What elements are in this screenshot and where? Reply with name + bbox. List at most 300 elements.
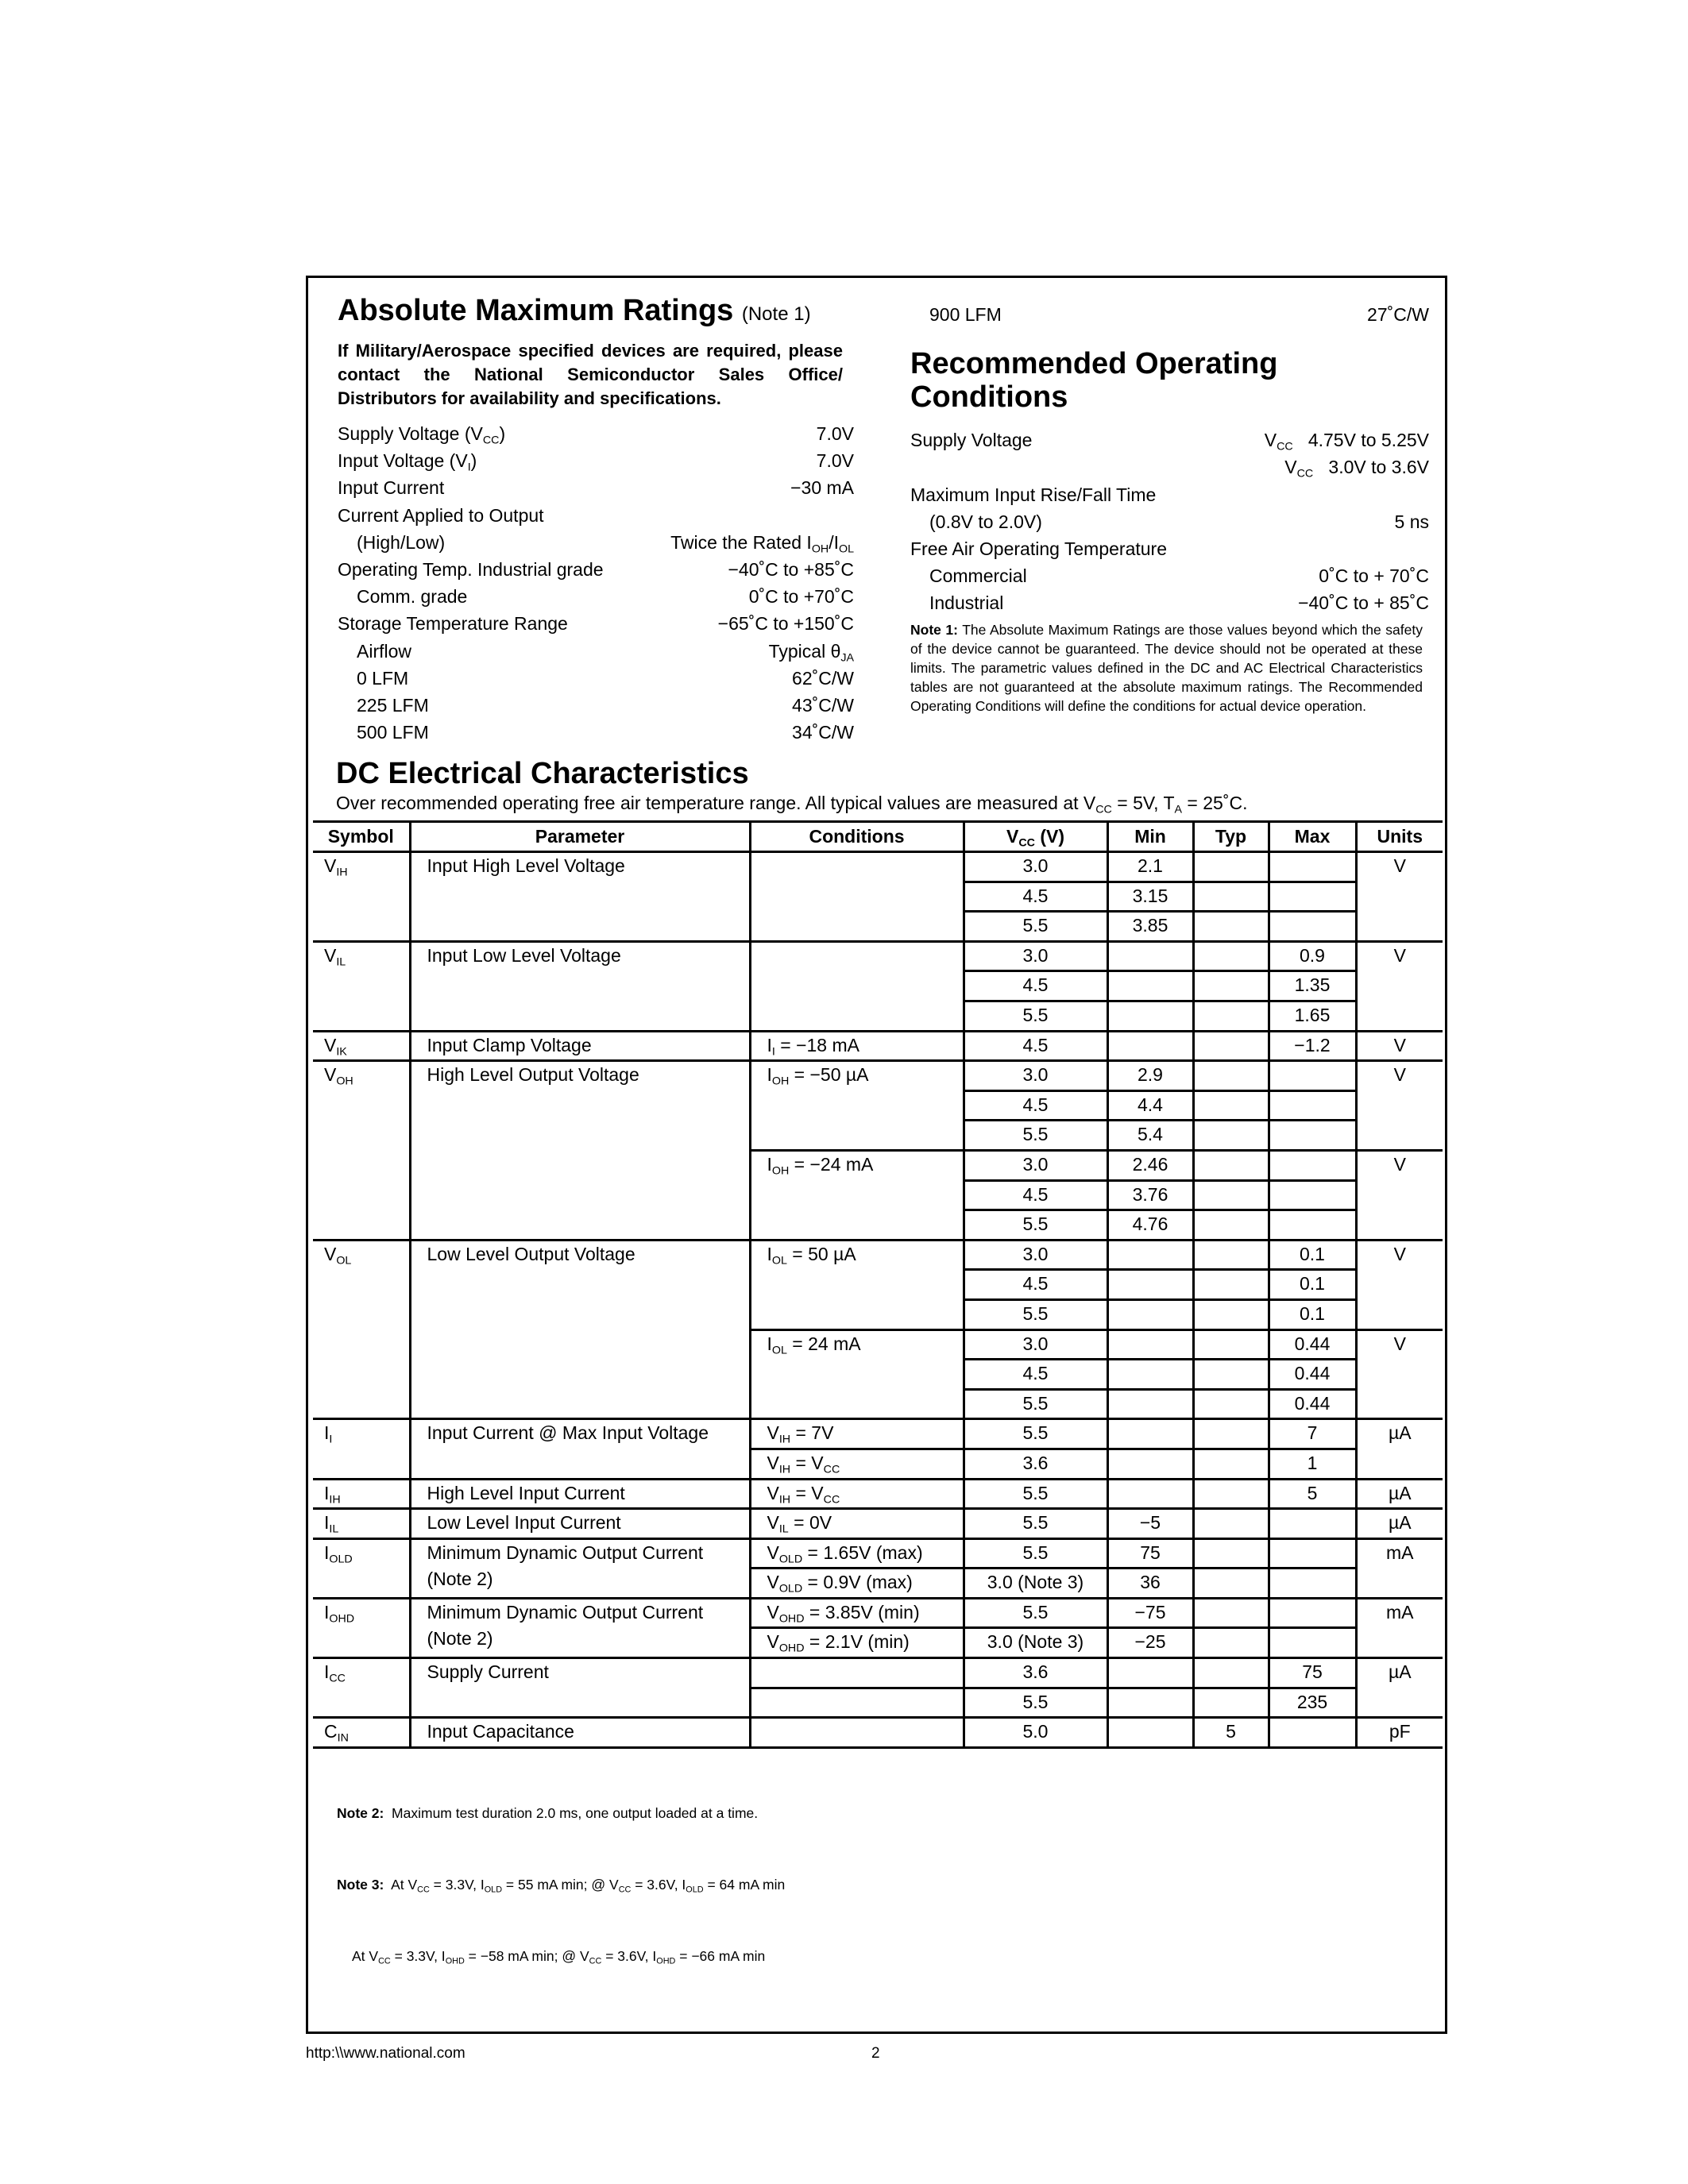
rating-row (910, 453, 1429, 480)
typ-cell (1193, 1240, 1269, 1270)
typ-cell (1193, 1299, 1269, 1329)
text-segment: V (767, 1601, 779, 1623)
max-cell: 1.65 (1269, 1001, 1356, 1032)
text-segment: Supply Voltage (910, 430, 1033, 451)
note-3-continuation (337, 1944, 1445, 1968)
parameter-cell: Supply Current (410, 1658, 750, 1718)
vcc-cell: 5.5 (964, 1121, 1107, 1151)
symbol-cell (313, 1031, 410, 1061)
vcc-cell: 4.5 (964, 1031, 1107, 1061)
text-segment: V (324, 944, 337, 966)
units-cell: V (1356, 852, 1443, 942)
table-row (313, 1419, 1443, 1449)
rating-label (910, 589, 1003, 616)
content-frame (306, 276, 1447, 2034)
symbol-cell (313, 941, 410, 1031)
text-segment: = 55 mA min; @ V (502, 1876, 619, 1893)
max-cell (1269, 1538, 1356, 1569)
max-cell: −1.2 (1269, 1031, 1356, 1061)
typ-cell (1193, 1001, 1269, 1032)
min-cell (1107, 1389, 1193, 1419)
text-segment: ) (470, 450, 477, 472)
rating-row (338, 665, 854, 692)
text-segment: Max (1294, 826, 1331, 847)
units-cell: pF (1356, 1718, 1443, 1748)
max-cell: 0.1 (1269, 1240, 1356, 1270)
subscript: OLD (484, 1885, 503, 1895)
max-cell: 1 (1269, 1449, 1356, 1479)
footer-url[interactable]: http:\\www.national.com (306, 2044, 465, 2062)
subscript: OL (838, 542, 854, 556)
abs-max-heading (338, 294, 854, 331)
subscript: CC (1018, 836, 1035, 850)
table-row (313, 1598, 1443, 1628)
rating-row (910, 535, 1429, 562)
typ-cell (1193, 1061, 1269, 1091)
typ-cell (1193, 1389, 1269, 1419)
vcc-cell: 3.0 (964, 1240, 1107, 1270)
rating-label (910, 562, 1027, 589)
text-segment: Maximum test duration 2.0 ms, one output loaded at a time. (384, 1804, 759, 1821)
symbol-cell (313, 1479, 410, 1509)
typ-cell (1193, 1031, 1269, 1061)
text-segment: I (767, 1153, 772, 1175)
max-cell: 1.35 (1269, 971, 1356, 1001)
rating-value (1298, 589, 1429, 616)
vcc-cell: 5.5 (964, 1210, 1107, 1241)
rating-value (718, 610, 854, 637)
text-segment: 7.0V (816, 423, 854, 444)
text-segment: = −24 mA (789, 1153, 874, 1175)
vcc-cell: 5.5 (964, 1479, 1107, 1509)
text-segment: −40˚C to + 85˚C (1298, 592, 1429, 614)
text-segment: V (767, 1631, 779, 1653)
min-cell: 3.15 (1107, 882, 1193, 912)
rating-label (338, 529, 445, 556)
text-segment: I (324, 1601, 330, 1623)
subscript: OL (771, 1343, 787, 1356)
rating-row (338, 719, 854, 746)
text-segment: Storage Temperature Range (338, 613, 568, 635)
text-segment: = 3.6V, I (601, 1947, 657, 1964)
conditions-cell (750, 1150, 964, 1240)
recommended-title-line1: Recommended Operating (910, 347, 1278, 381)
text-segment: Twice the Rated I (670, 531, 812, 553)
subscript: IK (336, 1044, 347, 1058)
rating-row (338, 447, 854, 474)
dc-characteristics-table (313, 820, 1443, 1748)
rating-label (338, 583, 467, 610)
min-cell (1107, 1718, 1193, 1748)
typ-cell (1193, 1121, 1269, 1151)
units-cell: µA (1356, 1479, 1443, 1509)
min-cell: 2.46 (1107, 1150, 1193, 1180)
rating-label (338, 502, 544, 529)
max-cell: 0.44 (1269, 1389, 1356, 1419)
min-cell (1107, 1031, 1193, 1061)
min-cell: 3.85 (1107, 912, 1193, 942)
table-row (313, 1538, 1443, 1569)
subscript: IH (778, 1492, 791, 1506)
text-segment: = 3.3V, I (429, 1876, 485, 1893)
rating-row (338, 583, 854, 610)
text-segment: I (324, 1542, 330, 1563)
text-segment: 0 LFM (357, 667, 409, 689)
text-segment: V (767, 1542, 779, 1563)
rating-row (910, 562, 1429, 589)
vcc-cell: 5.5 (964, 1509, 1107, 1539)
symbol-cell (313, 1718, 410, 1748)
subscript: OH (336, 1075, 353, 1088)
typ-cell (1193, 1658, 1269, 1688)
typ-cell (1193, 1360, 1269, 1390)
rating-value (792, 665, 854, 692)
text-segment: Free Air Operating Temperature (910, 538, 1168, 560)
page-number: 2 (871, 2044, 880, 2062)
max-cell (1269, 882, 1356, 912)
typ-cell (1193, 1210, 1269, 1241)
symbol-cell (313, 1538, 410, 1598)
subscript: A (1174, 803, 1183, 816)
subscript: IH (778, 1433, 791, 1446)
abs-max-note-ref: (Note 1) (741, 303, 811, 325)
vcc-cell: 5.5 (964, 1299, 1107, 1329)
note-3-label: Note 3: (337, 1876, 384, 1893)
text-segment: ) (499, 423, 506, 444)
subscript: CC (1095, 803, 1112, 816)
text-segment: V (324, 1243, 337, 1264)
min-cell (1107, 1240, 1193, 1270)
text-segment: 4.75V to 5.25V (1292, 430, 1429, 451)
units-cell: mA (1356, 1538, 1443, 1598)
text-segment: Supply Voltage (V (338, 423, 483, 444)
text-segment: = −58 mA min; @ V (464, 1947, 589, 1964)
min-cell: −5 (1107, 1509, 1193, 1539)
subscript: OHD (656, 1956, 676, 1966)
vcc-cell: 5.5 (964, 1598, 1107, 1628)
subscript: OHD (445, 1956, 465, 1966)
min-cell (1107, 1419, 1193, 1449)
vcc-cell: 5.5 (964, 1538, 1107, 1569)
rating-value (817, 420, 854, 447)
rating-value (817, 447, 854, 474)
parameter-cell: Input Current @ Max Input Voltage (410, 1419, 750, 1479)
typ-cell (1193, 1329, 1269, 1360)
max-cell: 0.1 (1269, 1270, 1356, 1300)
note-1-label: Note 1: (910, 621, 958, 638)
subscript: OLD (778, 1552, 803, 1565)
rating-row (338, 474, 854, 501)
symbol-cell (313, 852, 410, 942)
text-segment: = 0.9V (max) (802, 1572, 913, 1593)
parameter-cell: Input Clamp Voltage (410, 1031, 750, 1061)
parameter-cell: Minimum Dynamic Output Current (Note 2) (410, 1538, 750, 1598)
right-column (910, 278, 1429, 716)
table-row (313, 1240, 1443, 1270)
text-segment: = 3.6V, I (631, 1876, 686, 1893)
note-2-text (384, 1805, 758, 1821)
column-header (1107, 822, 1193, 852)
text-segment: Maximum Input Rise/Fall Time (910, 484, 1157, 505)
text-segment: = 5V, T (1111, 793, 1175, 814)
subscript: CC (589, 1956, 602, 1966)
max-cell (1269, 1061, 1356, 1091)
text-segment: Commercial (929, 565, 1027, 587)
units-cell: V (1356, 1329, 1443, 1419)
min-cell: −75 (1107, 1598, 1193, 1628)
vcc-cell: 3.0 (964, 1150, 1107, 1180)
text-segment: 225 LFM (357, 695, 429, 716)
abs-max-title: Absolute Maximum Ratings (338, 294, 734, 327)
rating-label (910, 508, 1042, 535)
conditions-cell (750, 941, 964, 1031)
typ-cell (1193, 912, 1269, 942)
column-header (1269, 822, 1356, 852)
max-cell: 7 (1269, 1419, 1356, 1449)
rating-row (338, 502, 854, 529)
subscript: IH (329, 1492, 341, 1506)
text-segment: I (767, 1064, 772, 1086)
rating-row (338, 556, 854, 583)
recommended-list (910, 426, 1429, 616)
rating-label (910, 301, 1002, 328)
dc-subtitle (336, 792, 1445, 814)
units-cell: V (1356, 1031, 1443, 1061)
text-segment: V (767, 1452, 779, 1473)
subscript: CC (1277, 440, 1293, 453)
vcc-cell: 3.0 (964, 1329, 1107, 1360)
text-segment: 5 ns (1394, 511, 1429, 532)
vcc-cell: 3.6 (964, 1658, 1107, 1688)
typ-cell (1193, 1479, 1269, 1509)
text-segment: V (324, 855, 337, 877)
column-header (410, 822, 750, 852)
rating-label (910, 426, 1032, 453)
vcc-cell: 3.0 (964, 1061, 1107, 1091)
subscript: OLD (778, 1582, 803, 1596)
vcc-cell: 3.0 (964, 852, 1107, 882)
table-row (313, 1509, 1443, 1539)
conditions-cell (750, 1569, 964, 1599)
text-segment: = 50 µA (786, 1243, 856, 1264)
column-header (1356, 822, 1443, 852)
parameter-cell: Low Level Output Voltage (410, 1240, 750, 1419)
typ-cell (1193, 882, 1269, 912)
subscript: CC (482, 434, 500, 447)
typ-cell (1193, 971, 1269, 1001)
min-cell: 4.4 (1107, 1090, 1193, 1121)
note-2-label: Note 2: (337, 1804, 384, 1821)
conditions-cell (750, 1538, 964, 1569)
typ-cell (1193, 1449, 1269, 1479)
text-segment: 3.0V to 3.6V (1313, 457, 1429, 478)
left-column (338, 278, 854, 746)
subscript: OH (771, 1075, 790, 1088)
conditions-cell (750, 1598, 964, 1628)
table-row (313, 1031, 1443, 1061)
typ-cell (1193, 1569, 1269, 1599)
typ-cell (1193, 1628, 1269, 1658)
rating-label (910, 535, 1167, 562)
rating-value (749, 583, 854, 610)
units-cell: µA (1356, 1658, 1443, 1718)
rating-value (1265, 426, 1429, 453)
subscript: JA (840, 650, 854, 664)
min-cell: −25 (1107, 1628, 1193, 1658)
units-cell: mA (1356, 1598, 1443, 1657)
text-segment: Operating Temp. Industrial grade (338, 559, 604, 581)
table-row (313, 941, 1443, 971)
rating-row (910, 301, 1429, 328)
max-cell (1269, 1090, 1356, 1121)
subscript: I (771, 1044, 775, 1058)
vcc-cell: 5.5 (964, 1389, 1107, 1419)
subscript: OHD (778, 1612, 805, 1626)
text-segment: 900 LFM (929, 304, 1002, 325)
text-segment: Conditions (809, 826, 905, 847)
subscript: CC (823, 1463, 840, 1476)
max-cell (1269, 1509, 1356, 1539)
text-segment: V (324, 1034, 337, 1055)
vcc-cell: 5.5 (964, 1688, 1107, 1718)
text-segment: = 3.85V (min) (804, 1601, 920, 1623)
typ-cell (1193, 1509, 1269, 1539)
text-segment: −30 mA (790, 477, 854, 499)
text-segment: Parameter (535, 826, 625, 847)
top-section (308, 278, 1445, 746)
text-segment: Comm. grade (357, 586, 468, 608)
text-segment: 27˚C/W (1367, 304, 1429, 325)
symbol-cell (313, 1061, 410, 1241)
text-segment: = 3.3V, I (390, 1947, 446, 1964)
text-segment: Input Voltage (V (338, 450, 468, 472)
conditions-cell (750, 852, 964, 942)
subscript: IL (778, 1522, 789, 1536)
rating-label (338, 447, 477, 474)
max-cell (1269, 1121, 1356, 1151)
text-segment: Symbol (327, 826, 394, 847)
vcc-cell: 5.5 (964, 912, 1107, 942)
rating-label (338, 638, 411, 665)
parameter-cell: Input Low Level Voltage (410, 941, 750, 1031)
conditions-cell (750, 1688, 964, 1718)
subscript: IL (329, 1522, 339, 1536)
subscript: OL (771, 1254, 787, 1268)
subscript: OLD (329, 1552, 353, 1565)
max-cell: 75 (1269, 1658, 1356, 1688)
text-segment: 0˚C to + 70˚C (1319, 565, 1429, 587)
parameter-cell: Input Capacitance (410, 1718, 750, 1748)
vcc-cell: 4.5 (964, 1180, 1107, 1210)
subscript: OHD (778, 1642, 805, 1655)
subscript: OL (336, 1254, 352, 1268)
vcc-cell: 5.5 (964, 1419, 1107, 1449)
max-cell (1269, 852, 1356, 882)
min-cell: 2.1 (1107, 852, 1193, 882)
subscript: IH (778, 1463, 791, 1476)
rating-value (790, 474, 854, 501)
vcc-cell: 3.0 (Note 3) (964, 1569, 1107, 1599)
conditions-cell (750, 1658, 964, 1688)
rating-row (910, 508, 1429, 535)
dc-title: DC Electrical Characteristics (336, 757, 749, 791)
text-segment: I (767, 1034, 772, 1055)
rating-row (338, 529, 854, 556)
text-segment: = 25˚C. (1182, 793, 1248, 814)
text-segment: = −66 mA min (675, 1947, 766, 1964)
subscript: IL (336, 955, 346, 969)
abs-max-list-continued (910, 301, 1429, 328)
min-cell (1107, 971, 1193, 1001)
column-header (313, 822, 410, 852)
text-segment: Units (1377, 826, 1423, 847)
min-cell (1107, 1001, 1193, 1032)
parameter-cell: Low Level Input Current (410, 1509, 750, 1539)
rating-label (338, 556, 604, 583)
recommended-heading (910, 347, 1429, 414)
text-segment: = 24 mA (786, 1333, 861, 1354)
rating-value (1319, 562, 1429, 589)
text-segment: /I (829, 531, 839, 553)
subscript: CC (417, 1885, 430, 1895)
text-segment: 500 LFM (357, 722, 429, 743)
subscript: IH (336, 866, 348, 879)
conditions-cell (750, 1329, 964, 1419)
symbol-cell (313, 1658, 410, 1718)
subscript: I (329, 1433, 333, 1446)
subscript: CC (329, 1672, 346, 1685)
conditions-cell (750, 1718, 964, 1748)
rating-row (338, 610, 854, 637)
column-header (1193, 822, 1269, 852)
symbol-cell (313, 1419, 410, 1479)
symbol-cell (313, 1509, 410, 1539)
note-3 (337, 1873, 1445, 1897)
min-cell (1107, 941, 1193, 971)
units-cell: µA (1356, 1509, 1443, 1539)
parameter-cell: Input High Level Voltage (410, 852, 750, 942)
rating-row (338, 420, 854, 447)
vcc-cell: 4.5 (964, 1090, 1107, 1121)
typ-cell (1193, 1419, 1269, 1449)
typ-cell (1193, 1598, 1269, 1628)
max-cell: 235 (1269, 1688, 1356, 1718)
text-segment: I (767, 1333, 772, 1354)
text-segment: 34˚C/W (792, 722, 854, 743)
subscript: CC (823, 1492, 840, 1506)
conditions-cell (750, 1449, 964, 1479)
parameter-cell: Minimum Dynamic Output Current (Note 2) (410, 1598, 750, 1657)
text-segment: Over recommended operating free air temperature range. All typical values are measured at V (336, 793, 1096, 814)
subscript: CC (378, 1956, 391, 1966)
text-segment: I (324, 1512, 330, 1534)
text-segment: Current Applied to Output (338, 504, 544, 526)
max-cell (1269, 1210, 1356, 1241)
vcc-cell: 3.6 (964, 1449, 1107, 1479)
text-segment: At V (352, 1947, 379, 1964)
text-segment: (0.8V to 2.0V) (929, 511, 1042, 532)
min-cell: 2.9 (1107, 1061, 1193, 1091)
rating-label (910, 481, 1156, 508)
military-warning: If Military/Aerospace specified devices are required, please contact the National Semiconductor Sales Office/ Distributors for availability and specifications. (338, 341, 843, 408)
rating-value (792, 692, 854, 719)
text-segment: V (1264, 430, 1277, 451)
rating-label (338, 420, 505, 447)
note-1-text: The Absolute Maximum Ratings are those values beyond which the safety of the device cannot be guaranteed. The device should not be operated at these limits. The parametric values defined in the DC and AC Electrical Characteristics tables are not guaranteed at the absolute maximum ratings. The Recommended Operating Conditions will define the conditions for actual device operation. (910, 621, 1423, 714)
max-cell: 0.44 (1269, 1360, 1356, 1390)
units-cell: V (1356, 1061, 1443, 1151)
rating-row (910, 426, 1429, 453)
